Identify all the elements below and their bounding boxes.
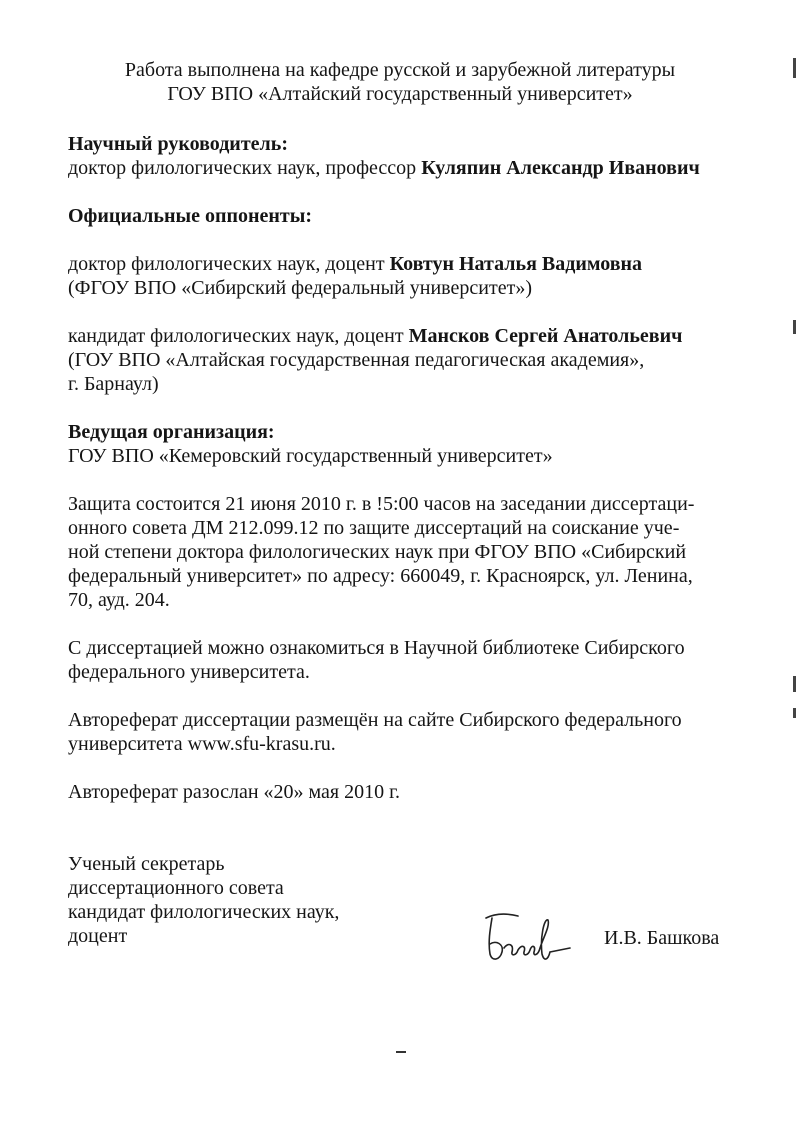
opponent-1-name: Ковтун Наталья Вадимовна xyxy=(389,253,643,275)
secretary-line-3: кандидат филологических наук, xyxy=(68,901,340,923)
opponents-heading: Официальные оппоненты: xyxy=(68,205,313,227)
defense-line-4: федеральный университет» по адресу: 660049, г. Красноярск, ул. Ленина, xyxy=(68,565,693,587)
defense-line-2: онного совета ДМ 212.099.12 по защите диссертаций на соискание уче- xyxy=(68,517,680,539)
supervisor-title: доктор филологических наук, профессор xyxy=(68,157,422,179)
library-line-1: С диссертацией можно ознакомиться в Научной библиотеке Сибирского xyxy=(68,637,685,659)
opponent-2-affiliation-2: г. Барнаул) xyxy=(68,373,159,395)
secretary-name: И.В. Башкова xyxy=(604,927,720,949)
supervisor-heading: Научный руководитель: xyxy=(68,133,288,155)
header-line-2: ГОУ ВПО «Алтайский государственный университет» xyxy=(167,83,633,105)
defense-line-1: Защита состоится 21 июня 2010 г. в !5:00 часов на заседании диссертаци- xyxy=(68,493,695,515)
library-line-2: федерального университета. xyxy=(68,661,310,683)
sent-date-line: Автореферат разослан «20» мая 2010 г. xyxy=(68,781,401,803)
secretary-line-2: диссертационного совета xyxy=(68,877,284,899)
opponent-2-affiliation-1: (ГОУ ВПО «Алтайская государственная педагогическая академия», xyxy=(68,349,645,371)
defense-line-5: 70, ауд. 204. xyxy=(68,589,170,611)
scan-edge-mark xyxy=(793,58,796,78)
defense-line-3: ной степени доктора филологических наук при ФГОУ ВПО «Сибирский xyxy=(68,541,687,563)
secretary-line-4: доцент xyxy=(68,925,128,947)
leading-org-heading: Ведущая организация: xyxy=(68,421,275,443)
opponent-2-title: кандидат филологических наук, доцент xyxy=(68,325,409,347)
opponent-1-affiliation: (ФГОУ ВПО «Сибирский федеральный университет») xyxy=(68,277,532,299)
leading-org-name: ГОУ ВПО «Кемеровский государственный университет» xyxy=(68,445,553,467)
scan-edge-mark xyxy=(793,320,796,334)
abstract-site-line-1: Автореферат диссертации размещён на сайте Сибирского федерального xyxy=(68,709,682,731)
page-dash-mark xyxy=(396,1051,406,1053)
scan-edge-mark xyxy=(793,708,796,718)
opponent-2-line xyxy=(68,324,682,348)
opponent-2-name: Мансков Сергей Анатольевич xyxy=(408,325,683,347)
scan-edge-mark xyxy=(793,676,796,692)
opponent-1-title: доктор филологических наук, доцент xyxy=(68,253,390,275)
secretary-line-1: Ученый секретарь xyxy=(68,853,225,875)
supervisor-name: Куляпин Александр Иванович xyxy=(421,157,700,179)
handwritten-signature xyxy=(478,908,578,968)
supervisor-line xyxy=(68,156,700,180)
abstract-site-line-2: университета www.sfu-krasu.ru. xyxy=(68,733,336,755)
opponent-1-line xyxy=(68,252,642,276)
header-line-1: Работа выполнена на кафедре русской и зарубежной литературы xyxy=(124,59,676,81)
